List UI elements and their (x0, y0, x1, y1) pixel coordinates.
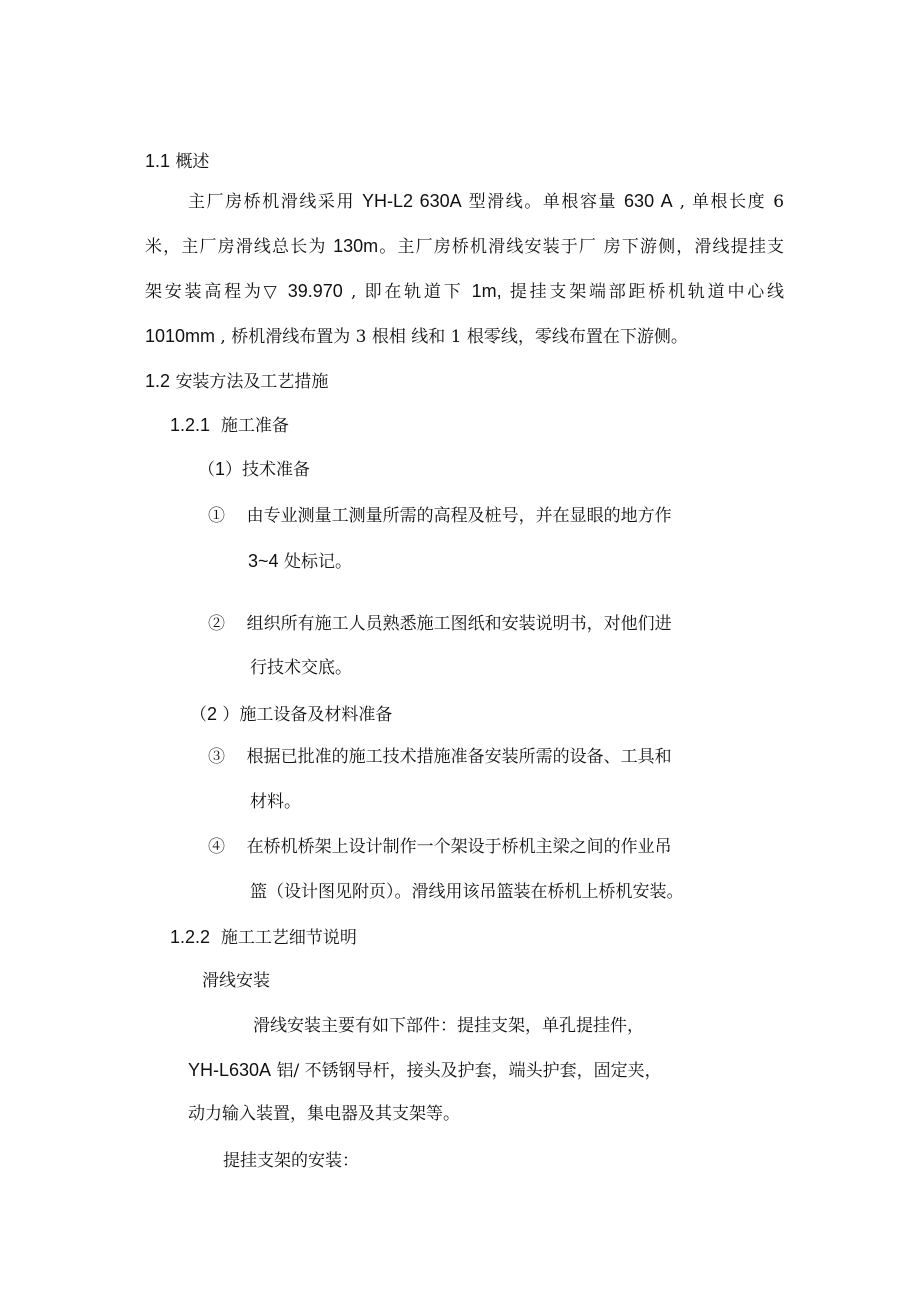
overview-line-1: 主厂房桥机滑线采用 YH-L2 630A 型滑线。单根容量 630 A , 单根长度 6 (188, 191, 785, 212)
section-number: 1.2.1 (170, 415, 211, 435)
step-1-line-2: 3~4 处标记。 (248, 551, 352, 572)
step-marker: ① (208, 506, 225, 526)
section-number: 1.2 (145, 371, 171, 391)
step-2-line-2: 行技术交底。 (250, 658, 352, 678)
step-4-line-1: ④ 在桥机桥架上设计制作一个架设于桥机主梁之间的作业吊 (208, 837, 672, 857)
section-1-2-heading (145, 370, 328, 393)
slide-install-heading: 滑线安装 (202, 971, 270, 991)
step-marker: ③ (208, 747, 225, 767)
step-1-line-1: ① 由专业测量工测量所需的高程及桩号，并在显眼的地方作 (208, 506, 672, 526)
step-3-line-2: 材料。 (250, 792, 301, 812)
section-1-1-heading (145, 150, 209, 173)
section-title: 施工工艺细节说明 (220, 928, 357, 948)
section-1-2-1-heading (170, 414, 289, 437)
slide-install-line-3: 动力输入装置，集电器及其支架等。 (188, 1104, 460, 1124)
step-4-line-2: 篮（设计图见附页）。滑线用该吊篮装在桥机上桥机安装。 (250, 882, 684, 902)
section-1-2-2-heading (170, 926, 357, 949)
section-title: 安装方法及工艺措施 (175, 372, 329, 392)
section-title: 施工准备 (220, 416, 289, 436)
item-2-heading: （2 ）施工设备及材料准备 (190, 704, 393, 725)
section-number: 1.1 (145, 151, 171, 171)
overview-line-3: 架安装高程为▽ 39.970 , 即在轨道下 1m, 提挂支架端部距桥机轨道中心线 (145, 281, 784, 302)
section-title: 概述 (175, 152, 210, 172)
step-2-line-1: ② 组织所有施工人员熟悉施工图纸和安装说明书，对他们进 (208, 614, 672, 634)
step-3-line-1: ③ 根据已批准的施工技术措施准备安装所需的设备、工具和 (208, 747, 672, 767)
section-number: 1.2.2 (170, 927, 211, 947)
overview-line-2: 米，主厂房滑线总长为 130m。主厂房桥机滑线安装于厂 房下游侧，滑线提挂支 (145, 236, 785, 257)
item-1-heading: （1）技术准备 (198, 459, 311, 480)
slide-install-line-1: 滑线安装主要有如下部件：提挂支架，单孔提挂件， (253, 1016, 644, 1036)
overview-line-4: 1010mm , 桥机滑线布置为 3 根相 线和 1 根零线，零线布置在下游侧。 (145, 326, 688, 347)
step-marker: ② (208, 614, 225, 634)
step-marker: ④ (208, 837, 225, 857)
slide-install-line-2: YH-L630A 铝/ 不锈钢导杆，接头及护套，端头护套，固定夹， (188, 1060, 662, 1081)
bracket-install-heading: 提挂支架的安装： (223, 1151, 359, 1171)
